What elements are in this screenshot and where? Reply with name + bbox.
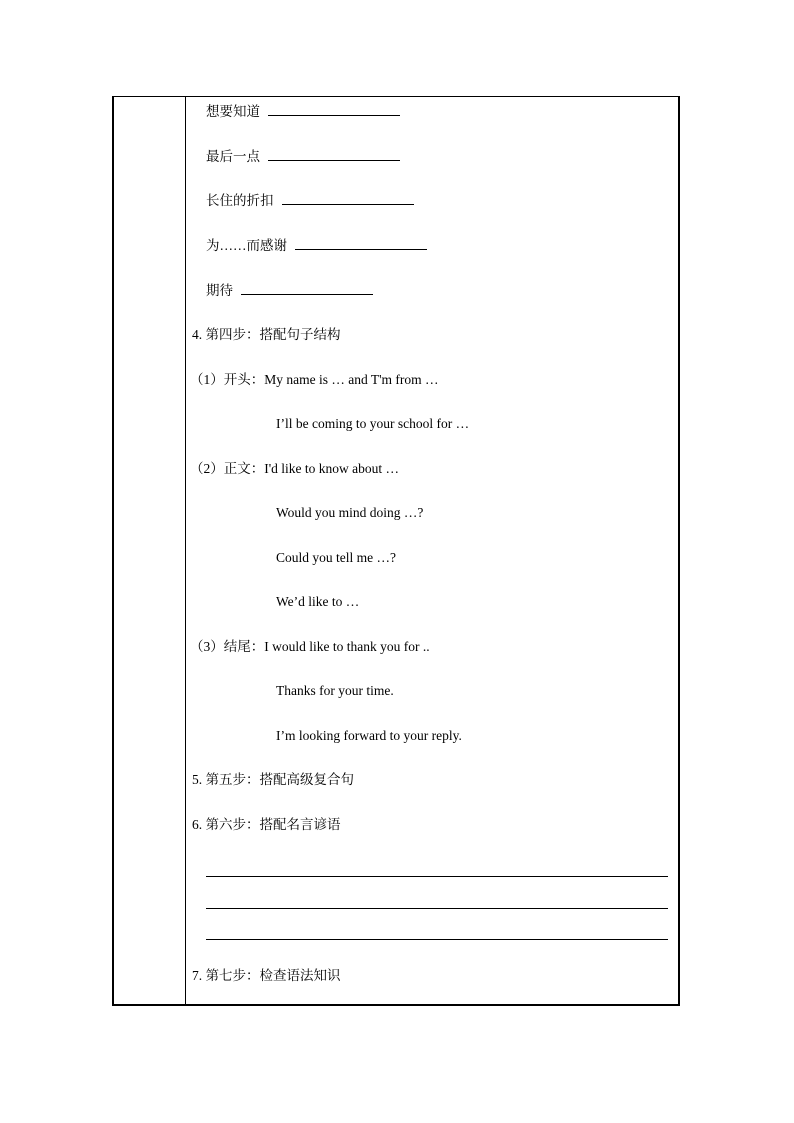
step6-heading: 6. 第六步：搭配名言谚语	[192, 817, 341, 832]
writing-line[interactable]	[206, 876, 668, 877]
phrase-label: 想要知道	[206, 104, 260, 119]
answer-blank[interactable]	[268, 148, 400, 161]
phrase-label: 期待	[206, 283, 233, 298]
sentence-pattern: My name is … and T'm from …	[264, 372, 439, 387]
phrase-item	[206, 148, 400, 166]
writing-line[interactable]	[206, 908, 668, 909]
phrase-item	[206, 192, 414, 210]
writing-line[interactable]	[206, 939, 668, 940]
sentence-pattern: We’d like to …	[276, 594, 360, 609]
phrase-item	[206, 282, 373, 300]
step7-heading: 7. 第七步：检查语法知识	[192, 968, 341, 983]
phrase-item	[206, 103, 400, 121]
answer-blank[interactable]	[241, 282, 373, 295]
step5-heading: 5. 第五步：搭配高级复合句	[192, 772, 354, 787]
opening-row	[190, 371, 439, 389]
body-row	[190, 460, 399, 478]
sentence-pattern: I’ll be coming to your school for …	[276, 416, 470, 431]
sentence-pattern: Would you mind doing …?	[276, 505, 424, 520]
ending-row	[190, 638, 430, 656]
ending-label: （3）结尾：	[190, 639, 265, 654]
sentence-pattern: Could you tell me …?	[276, 550, 396, 565]
answer-blank[interactable]	[282, 192, 414, 205]
phrase-item	[206, 237, 427, 255]
table-column-divider	[185, 96, 186, 1006]
step4-heading: 4. 第四步：搭配句子结构	[192, 327, 341, 342]
sentence-pattern: I'd like to know about …	[264, 461, 400, 476]
answer-blank[interactable]	[295, 237, 427, 250]
phrase-label: 最后一点	[206, 149, 260, 164]
opening-label: （1）开头：	[190, 372, 265, 387]
body-label: （2）正文：	[190, 461, 265, 476]
sentence-pattern: I would like to thank you for ..	[264, 639, 430, 654]
answer-blank[interactable]	[268, 103, 400, 116]
sentence-pattern: Thanks for your time.	[276, 683, 394, 698]
phrase-label: 为……而感谢	[206, 238, 287, 253]
sentence-pattern: I’m looking forward to your reply.	[276, 728, 462, 743]
worksheet-table	[112, 96, 680, 1006]
phrase-label: 长住的折扣	[206, 193, 274, 208]
